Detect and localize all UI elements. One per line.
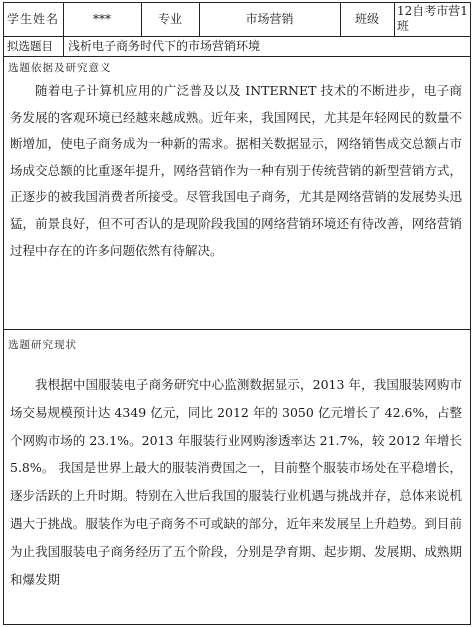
class-value: 12自考市营1班 [397,4,468,33]
proposal-form-table [3,2,471,625]
row-divider [4,329,470,330]
section-body-rationale: 随着电子计算机应用的广泛普及以及 INTERNET 技术的不断进步，电子商务发展的客观环境已经越来越成熟。近年来，我国网民，尤其是年轻网民的数量不断增加，使电子商务成为一种新的需求。据相关数据显示，网络销售成交总额占市场成交总额的比重逐年提升，网络营销作为一种有别于传统营销的新型营销方式，正逐步的被我国消费者所接受。尽管我国电子商务，尤其是网络营销的发展势头迅猛，前景良好，但不可否认的是现阶段我国的网络营销环境还有待改善，网络营销过程中存在的许多问题依然有待解决。 [10,83,462,258]
row-divider [4,56,470,57]
column-divider [63,36,64,56]
class-label: 班级 [354,12,379,26]
major-label: 专业 [157,12,182,26]
section-title-status: 选题研究现状 [8,339,77,351]
student-name-value: *** [93,12,111,26]
topic-value: 浅析电子商务时代下的市场营销环境 [68,38,261,53]
section-title-rationale: 选题依据及研究意义 [8,62,112,74]
column-divider [394,3,395,36]
student-name-label: 学生姓名 [7,12,60,26]
section-body-status: 我根据中国服装电子商务研究中心监测数据显示，2013 年，我国服装网购市场交易规模预计达 4349 亿元，同比 2012 年的 3050 亿元增长了 42.6%，占整个网购市场的 23.1%。2013 年服装行业网购渗透率达 21.7%，较 2012 年增长 5.8%。 我国是世界上最大的服装消费国之一，目前整个服装市场处在平稳增长，逐步活跃的上升时期。特别在入世后我国的服装行业机遇与挑战并存，总体来说机遇大于挑战。服装作为电子商务不可或缺的部分，近年来发展呈上升趋势。到目前为止我国服装电子商务经历了五个阶段，分别是孕育期、起步期、发展期、成熟期和爆发期 [10,377,462,587]
topic-label: 拟选题目 [7,38,53,53]
major-value: 市场营销 [245,12,294,26]
